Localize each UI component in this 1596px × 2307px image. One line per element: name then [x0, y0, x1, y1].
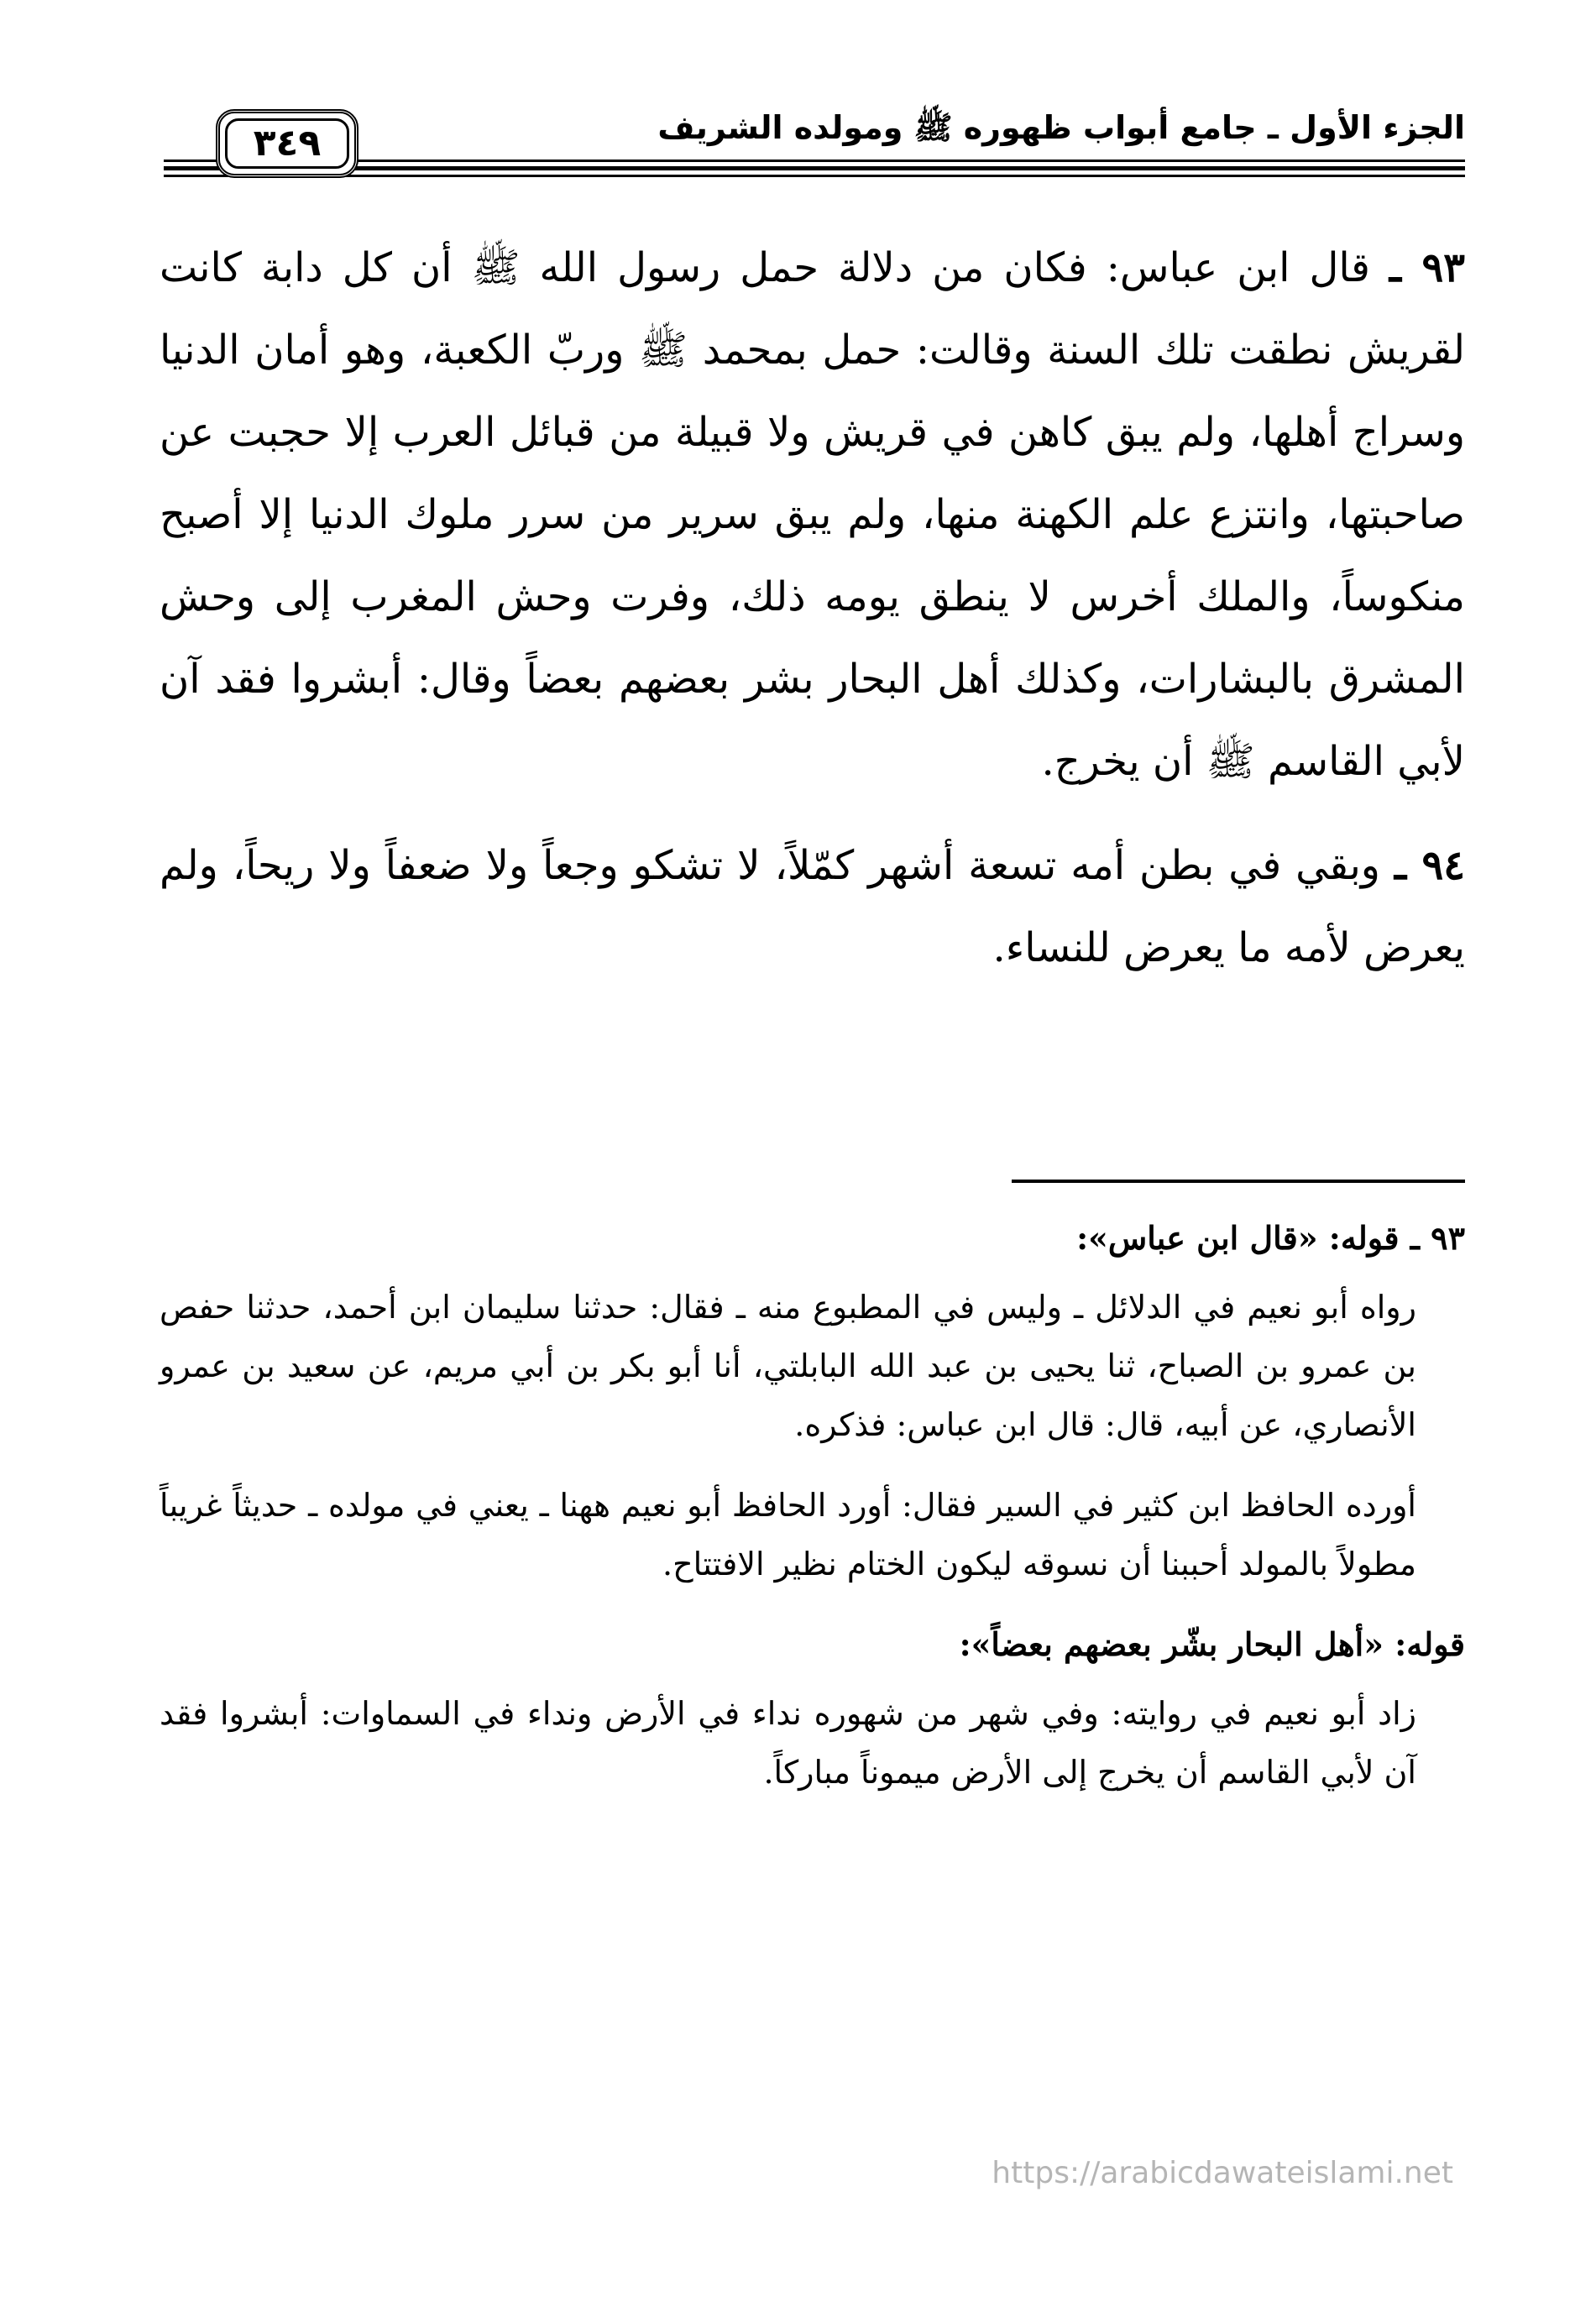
footnote-paragraph: زاد أبو نعيم في روايته: وفي شهر من شهوره نداء في الأرض ونداء في السماوات: أبشروا فقد آن لأبي القاسم أن يخرج إلى الأرض ميموناً مباركاً. — [160, 1695, 1416, 1791]
hadith-paragraph — [160, 824, 1465, 989]
hadith-number: ٩٣ ـ — [1389, 244, 1466, 291]
footnote-paragraph: أورده الحافظ ابن كثير في السير فقال: أورد الحافظ أبو نعيم ههنا ـ يعني في مولده ـ حديثاً غريباً مطولاً بالمولد أحببنا أن نسوقه ليكون الختام نظير الافتتاح. — [160, 1487, 1416, 1582]
hadith-paragraph — [160, 227, 1465, 803]
watermark-url: https://arabicdawateislami.net — [992, 2156, 1453, 2190]
footnote-paragraph: رواه أبو نعيم في الدلائل ـ وليس في المطبوع منه ـ فقال: حدثنا سليمان ابن أحمد، حدثنا حفص بن عمرو بن الصباح، ثنا يحيى بن عبد الله البابلتي، أنا أبو بكر بن أبي مريم، عن سعيد بن عمرو الأنصاري، عن أبيه، قال: قال ابن عباس: فذكره. — [160, 1289, 1416, 1443]
page-header — [164, 91, 1465, 191]
main-text — [160, 227, 1465, 1011]
header-rule — [164, 166, 1465, 170]
header-rule — [164, 160, 1465, 162]
page-number-frame — [216, 109, 358, 178]
footnote-separator — [1012, 1180, 1465, 1183]
header-rule — [164, 175, 1465, 177]
hadith-text: وبقي في بطن أمه تسعة أشهر كمّلاً، لا تشكو وجعاً ولا ضعفاً ولا ريحاً، ولم يعرض لأمه ما يعرض للنساء. — [160, 842, 1465, 971]
page-number: ٣٤٩ — [253, 122, 322, 165]
footnotes — [160, 1209, 1465, 1823]
hadith-text: قال ابن عباس: فكان من دلالة حمل رسول الله ﷺ أن كل دابة كانت لقريش نطقت تلك السنة وقالت: حمل بمحمد ﷺ وربّ الكعبة، وهو أمان الدنيا وسراج أهلها، ولم يبق كاهن في قريش ولا قبيلة من قبائل العرب إلا حجبت عن صاحبتها، وانتزع علم الكهنة منها، ولم يبق سرير من سرر ملوك الدنيا إلا أصبح منكوساً، والملك أخرس لا ينطق يومه ذلك، وفرت وحش المغرب إلى وحش المشرق بالبشارات، وكذلك أهل البحار بشر بعضهم بعضاً وقال: أبشروا فقد آن لأبي القاسم ﷺ أن يخرج. — [160, 244, 1466, 785]
footnote-heading: ٩٣ ـ قوله: «قال ابن عباس»: — [1076, 1219, 1465, 1257]
running-title: الجزء الأول ـ جامع أبواب ظهوره ﷺ ومولده الشريف — [657, 109, 1465, 146]
footnote-heading: قوله: «أهل البحار بشّر بعضهم بعضاً»: — [959, 1625, 1465, 1663]
hadith-number: ٩٤ ـ — [1394, 842, 1466, 889]
